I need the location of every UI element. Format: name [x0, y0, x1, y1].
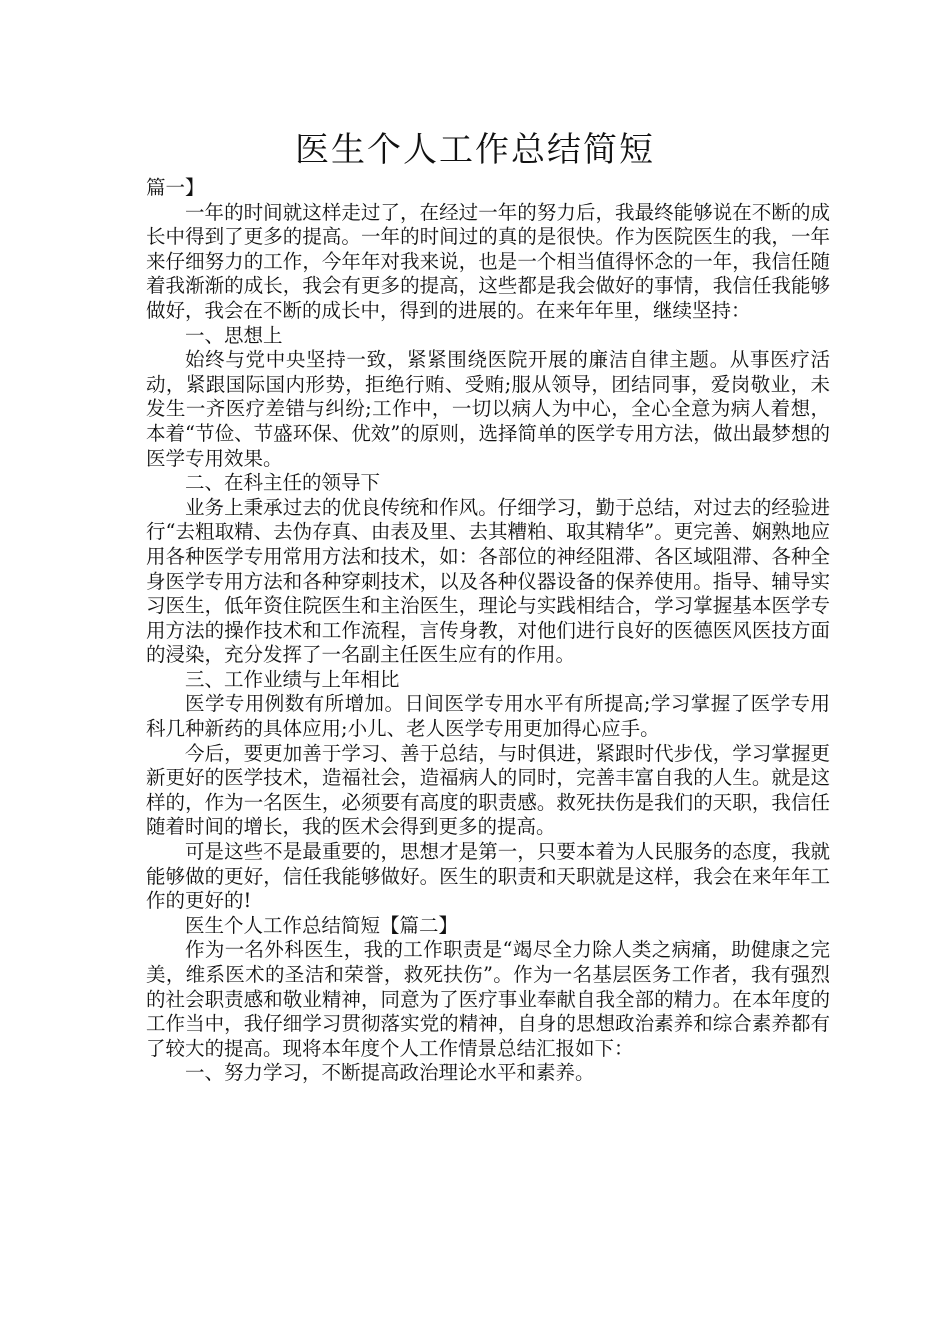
section-heading: 一、努力学习，不断提高政治理论水平和素养。 — [185, 1061, 595, 1085]
document-title: 医生个人工作总结简短 — [295, 130, 655, 170]
paragraph: 今后，要更加善于学习、善于总结，与时俱进，紧跟时代步伐，学习掌握更新更好的医学技术，造福社会，造福病人的同时，完善丰富自我的人生。就是这样的，作为一名医生，必须要有高度的职责感。救死扶伤是我们的天职，我信任随着时间的增长，我的医术会得到更多的提高。 — [146, 741, 830, 839]
section-heading: 医生个人工作总结简短【篇二】 — [185, 913, 459, 937]
section-heading: 一、思想上 — [185, 323, 283, 347]
document-body — [146, 176, 830, 1086]
section-label: 篇一】 — [146, 176, 205, 199]
paragraph: 医学专用例数有所增加。日间医学专用水平有所提高;学习掌握了医学专用科几种新药的具体应用;小儿、老人医学专用更加得心应手。 — [146, 692, 830, 741]
paragraph: 作为一名外科医生，我的工作职责是“竭尽全力除人类之病痛，助健康之完美，维系医术的圣洁和荣誉，救死扶伤”。作为一名基层医务工作者，我有强烈的社会职责感和敬业精神，同意为了医疗事业奉献自我全部的精力。在本年度的工作当中，我仔细学习贯彻落实党的精神，自身的思想政治素养和综合素养都有了较大的提高。现将本年度个人工作情景总结汇报如下： — [146, 938, 830, 1060]
paragraph: 可是这些不是最重要的，思想才是第一，只要本着为人民服务的态度，我就能够做的更好，信任我能够做好。医生的职责和天职就是这样，我会在来年年工作的更好的! — [146, 840, 830, 913]
section-heading: 三、工作业绩与上年相比 — [185, 667, 400, 691]
section-heading: 二、在科主任的领导下 — [185, 471, 381, 495]
paragraph: 始终与党中央坚持一致，紧紧围绕医院开展的廉洁自律主题。从事医疗活动，紧跟国际国内形势，拒绝行贿、受贿;服从领导，团结同事，爱岗敬业，未发生一齐医疗差错与纠纷;工作中，一切以病人为中心，全心全意为病人着想，本着“节俭、节盛环保、优效”的原则，选择简单的医学专用方法，做出最梦想的医学专用效果。 — [146, 348, 830, 470]
paragraph: 业务上秉承过去的优良传统和作风。仔细学习，勤于总结，对过去的经验进行“去粗取精、去伪存真、由表及里、去其糟粕、取其精华”。更完善、娴熟地应用各种医学专用常用方法和技术，如：各部位的神经阻滞、各区域阻滞、各种全身医学专用方法和各种穿刺技术，以及各种仪器设备的保养使用。指导、辅导实习医生，低年资住院医生和主治医生，理论与实践相结合，学习掌握基本医学专用方法的操作技术和工作流程，言传身教，对他们进行良好的医德医风医技方面的浸染，充分发挥了一名副主任医生应有的作用。 — [146, 495, 830, 667]
paragraph: 一年的时间就这样走过了，在经过一年的努力后，我最终能够说在不断的成长中得到了更多的提高。一年的时间过的真的是很快。作为医院医生的我，一年来仔细努力的工作，今年年对我来说，也是一个相当值得怀念的一年，我信任随着我渐渐的成长，我会有更多的提高，这些都是我会做好的事情，我信任我能够做好，我会在不断的成长中，得到的进展的。在来年年里，继续坚持： — [146, 200, 830, 322]
